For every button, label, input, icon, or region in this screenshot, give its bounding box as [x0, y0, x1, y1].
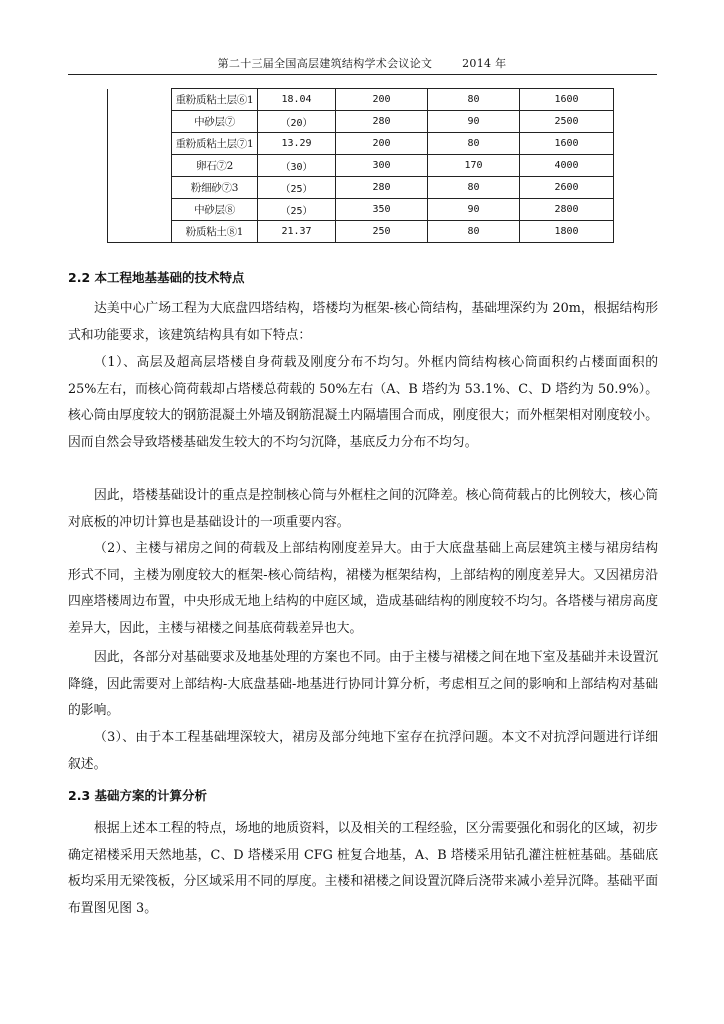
paragraph-feature-3: （3）、由于本工程基础埋深较大，裙房及部分纯地下室存在抗浮问题。本文不对抗浮问题进行详细叙述。 — [68, 730, 658, 772]
table-blank-cell — [108, 89, 172, 243]
paragraph-feature-1-note: 因此，塔楼基础设计的重点是控制核心筒与外框柱之间的沉降差。核心筒荷载占的比例较大，核心筒对底板的冲切计算也是基础设计的一项重要内容。 — [68, 488, 658, 530]
table-cell: 280 — [336, 177, 428, 199]
table-cell: 80 — [428, 89, 520, 111]
header-title: 第二十三届全国高层建筑结构学术会议论文 — [217, 57, 433, 70]
table-cell: （25） — [258, 177, 336, 199]
paragraph-intro: 达美中心广场工程为大底盘四塔结构，塔楼均为框架-核心筒结构，基础埋深约为 20m，根据结构形式和功能要求，该建筑结构具有如下特点： — [68, 301, 658, 343]
table-cell: （25） — [258, 199, 336, 221]
table-row — [108, 89, 614, 111]
table-cell: 350 — [336, 199, 428, 221]
soil-name-cell: 粉质粘土⑧1 — [172, 221, 258, 243]
table-cell: 2600 — [520, 177, 614, 199]
table-row — [108, 155, 614, 177]
table-cell: 200 — [336, 89, 428, 111]
table-cell: （30） — [258, 155, 336, 177]
table-cell: 18.04 — [258, 89, 336, 111]
soil-name-cell: 卵石⑦2 — [172, 155, 258, 177]
table-cell: 2800 — [520, 199, 614, 221]
table-cell: 21.37 — [258, 221, 336, 243]
running-header — [0, 55, 724, 73]
paragraph-scheme: 根据上述本工程的特点，场地的地质资料，以及相关的工程经验，区分需要强化和弱化的区域，初步确定裙楼采用天然地基，C、D 塔楼采用 CFG 桩复合地基，A、B 塔楼采用钻孔灌注桩桩基础。基础底板均采用无梁筏板，分区域采用不同的厚度。主楼和裙楼之间设置沉降后浇带来减小差异沉降。基础平面布置图见图 3。 — [68, 821, 658, 916]
soil-name-cell: 粉细砂⑦3 — [172, 177, 258, 199]
table-cell: 80 — [428, 221, 520, 243]
table-cell: （20） — [258, 111, 336, 133]
table-cell: 90 — [428, 199, 520, 221]
paragraph-feature-2: （2）、主楼与裙房之间的荷载及上部结构刚度差异大。由于大底盘基础上高层建筑主楼与裙房结构形式不同，主楼为刚度较大的框架-核心筒结构，裙楼为框架结构，上部结构的刚度差异大。又因裙房沿四座塔楼周边布置，中央形成无地上结构的中庭区域，造成基础结构的刚度较不均匀。各塔楼与裙房高度差异大，因此，主楼与裙楼之间基底荷载差异也大。 — [68, 541, 658, 636]
table-cell: 200 — [336, 133, 428, 155]
table-cell: 280 — [336, 111, 428, 133]
paragraph-feature-2-note: 因此，各部分对基础要求及地基处理的方案也不同。由于主楼与裙楼之间在地下室及基础并未设置沉降缝，因此需要对上部结构-大底盘基础-地基进行协同计算分析，考虑相互之间的影响和上部结构对基础的影响。 — [68, 650, 658, 718]
table-cell: 1600 — [520, 89, 614, 111]
table-cell: 1600 — [520, 133, 614, 155]
section-heading-2-3: 2.3 基础方案的计算分析 — [68, 788, 207, 803]
header-rule — [68, 74, 657, 75]
table-cell: 90 — [428, 111, 520, 133]
table-row — [108, 177, 614, 199]
table-row — [108, 111, 614, 133]
table-cell: 170 — [428, 155, 520, 177]
table-cell: 13.29 — [258, 133, 336, 155]
header-year: 2014 年 — [462, 57, 507, 70]
table-cell: 80 — [428, 133, 520, 155]
soil-name-cell: 中砂层⑧ — [172, 199, 258, 221]
table-cell: 250 — [336, 221, 428, 243]
soil-parameter-table — [107, 88, 614, 243]
table-cell: 2500 — [520, 111, 614, 133]
table-cell: 1800 — [520, 221, 614, 243]
section-heading-2-2: 2.2 本工程地基基础的技术特点 — [68, 270, 245, 285]
table-row — [108, 133, 614, 155]
table-row — [108, 221, 614, 243]
table-row — [108, 199, 614, 221]
table-cell: 300 — [336, 155, 428, 177]
table-cell: 4000 — [520, 155, 614, 177]
soil-name-cell: 重粉质粘土层⑦1 — [172, 133, 258, 155]
soil-name-cell: 重粉质粘土层⑥1 — [172, 89, 258, 111]
paragraph-feature-1: （1）、高层及超高层塔楼自身荷载及刚度分布不均匀。外框内筒结构核心筒面积约占楼面面积的 25%左右，而核心筒荷载却占塔楼总荷载的 50%左右（A、B 塔约为 53.1%、C、D 塔约为 50.9%）。核心筒由厚度较大的钢筋混凝土外墙及钢筋混凝土内隔墙围合而成，刚度很大；而外框架相对刚度较小。因而自然会导致塔楼基础发生较大的不均匀沉降，基底反力分布不均匀。 — [68, 355, 658, 450]
table-cell: 80 — [428, 177, 520, 199]
soil-name-cell: 中砂层⑦ — [172, 111, 258, 133]
